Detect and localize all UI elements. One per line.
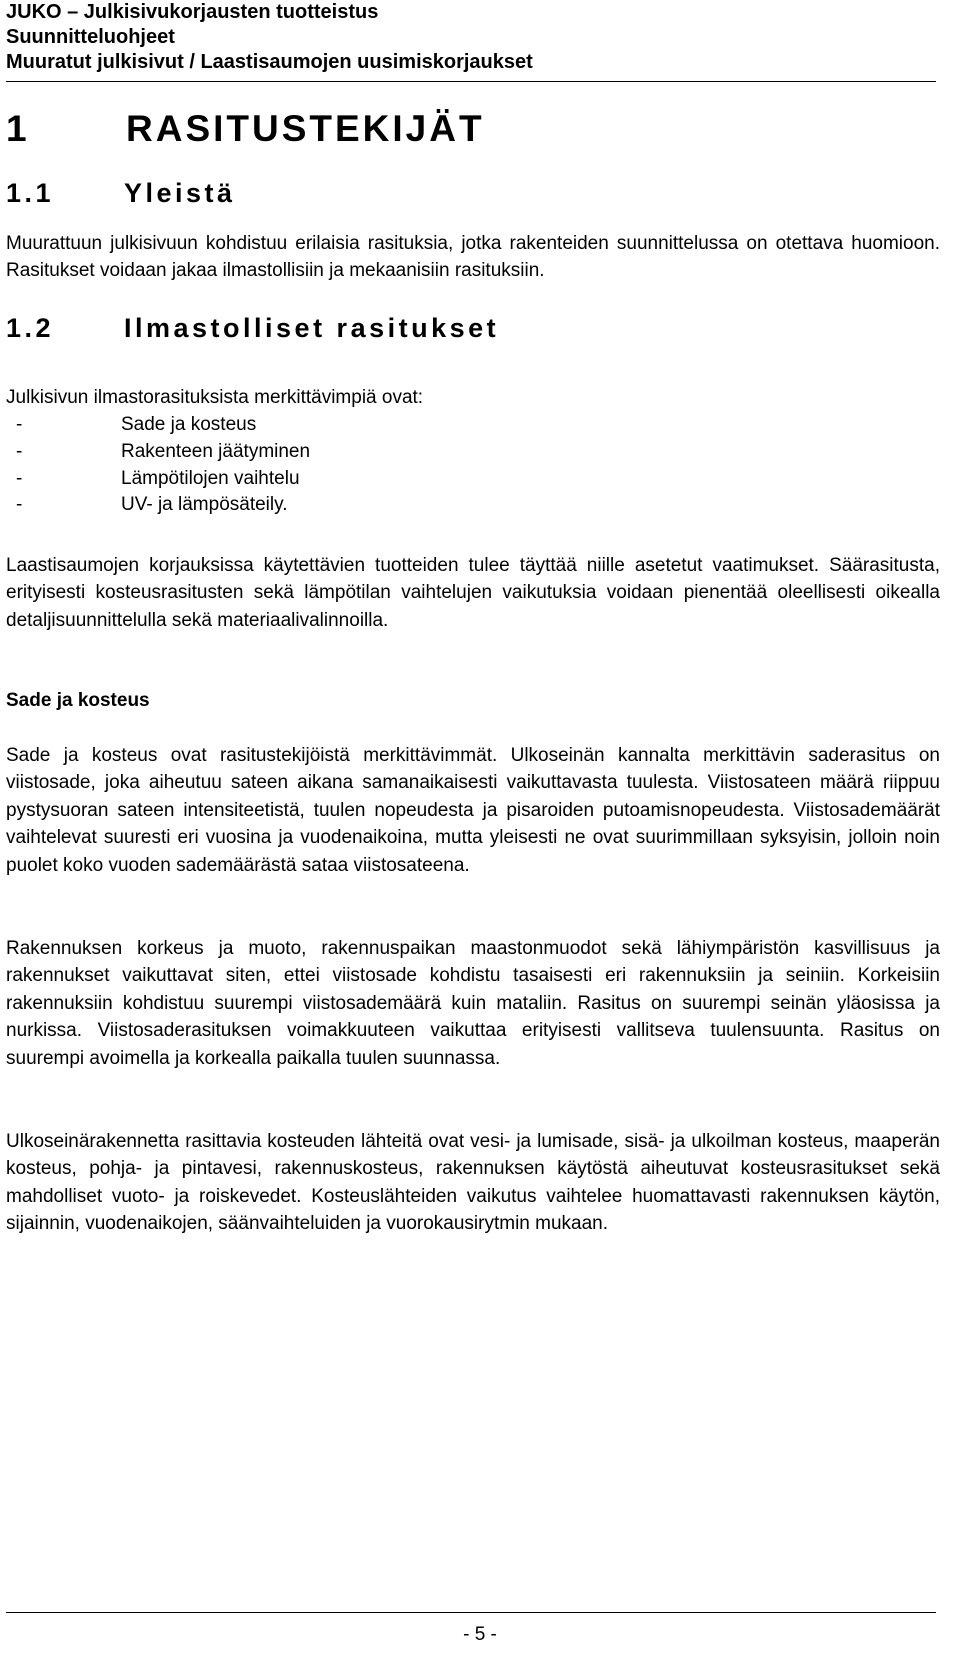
list-item: - Lämpötilojen vaihtelu [16,467,300,489]
section-1-1-number: 1.1 [6,178,55,208]
section-1-2-paragraph-3: Rakennuksen korkeus ja muoto, rakennuspaikan maastonmuodot sekä lähiympäristön kasvillisuus ja rakennukset vaikuttavat siten, ettei viistosade kohdistu tasaisesti eri rakennuksiin ja seiniin. Korkeisiin rakennuksiin kohdistuu suurempi viistosademäärä kuin mataliin. Rasitus on suurempi seinän yläosissa ja nurkissa. Viistosaderasituksen voimakkuuteen vaikuttaa erityisesti vallitseva tuulensuunta. Rasitus on suurempi avoimella ja korkealla paikalla tuulen suunnassa. [6,938,940,1069]
section-1-title: RASITUSTEKIJÄT [126,108,485,149]
list-item: - Rakenteen jäätyminen [16,440,311,462]
section-1-2-number: 1.2 [6,313,55,343]
section-1-2-title: Ilmastolliset rasitukset [124,313,500,343]
header-line-topic: Muuratut julkisivut / Laastisaumojen uusimiskorjaukset [6,51,533,73]
section-1-heading [6,108,485,150]
section-1-2-intro: Julkisivun ilmastorasituksista merkittävimpiä ovat: [6,387,424,408]
section-1-1-paragraph: Muurattuun julkisivuun kohdistuu erilaisia rasituksia, jotka rakenteiden suunnittelussa on otettava huomioon. Rasitukset voidaan jakaa ilmastollisiin ja mekaanisiin rasituksiin. [6,233,940,282]
header-line-project: JUKO – Julkisivukorjausten tuotteistus [6,1,379,23]
page-number: - 5 - [463,1624,497,1645]
footer-rule [6,1612,936,1613]
list-item: - Sade ja kosteus [16,414,257,435]
section-1-2-heading [6,313,499,344]
page-header [6,0,936,82]
section-1-2-paragraph-1: Laastisaumojen korjauksissa käytettävien tuotteiden tulee täyttää niille asetetut vaatimukset. Säärasitusta, erityisesti kosteusrasitusten sekä lämpötilan vaihtelujen vaikutuksia voidaan pienentää oleellisesti oikealla detaljisuunnittelulla sekä materiaalivalinnoilla. [6,555,940,631]
section-1-2-paragraph-4: Ulkoseinärakennetta rasittavia kosteuden lähteitä ovat vesi- ja lumisade, sisä- ja ulkoilman kosteus, maaperän kosteus, pohja- ja pintavesi, rakennuskosteus, rakennuksen käytöstä aiheutuvat kosteusrasitukset sekä mahdolliset vuoto- ja roiskevedet. Kosteuslähteiden vaikutus vaihtelee huomattavasti rakennuksen käytön, sijainnin, vuodenaikojen, säänvaihteluiden ja vuorokausirytmin mukaan. [6,1131,940,1235]
section-1-1-title: Yleistä [124,178,236,208]
climate-stress-list [6,412,310,519]
subheading-rain-moisture: Sade ja kosteus [6,690,150,711]
list-item: - UV- ja lämpösäteily. [16,494,288,516]
section-1-number: 1 [6,108,30,149]
section-1-1-heading [6,178,236,209]
header-line-type: Suunnitteluohjeet [6,26,175,48]
section-1-2-paragraph-2: Sade ja kosteus ovat rasitustekijöistä merkittävimmät. Ulkoseinän kannalta merkittävin saderasitus on viistosade, joka aiheutuu sateen aikana samanaikaisesti vaikuttavasta tuulesta. Viistosateen määrä riippuu pystysuoran sateen intensiteetistä, tuulen nopeudesta ja pisaroiden putoamisnopeudesta. Viistosademäärät vaihtelevat suuresti eri vuosina ja vuodenaikoina, mutta yleisesti ne ovat suurimmillaan syksyisin, jolloin noin puolet koko vuoden sademäärästä sataa viistosateena. [6,745,940,876]
